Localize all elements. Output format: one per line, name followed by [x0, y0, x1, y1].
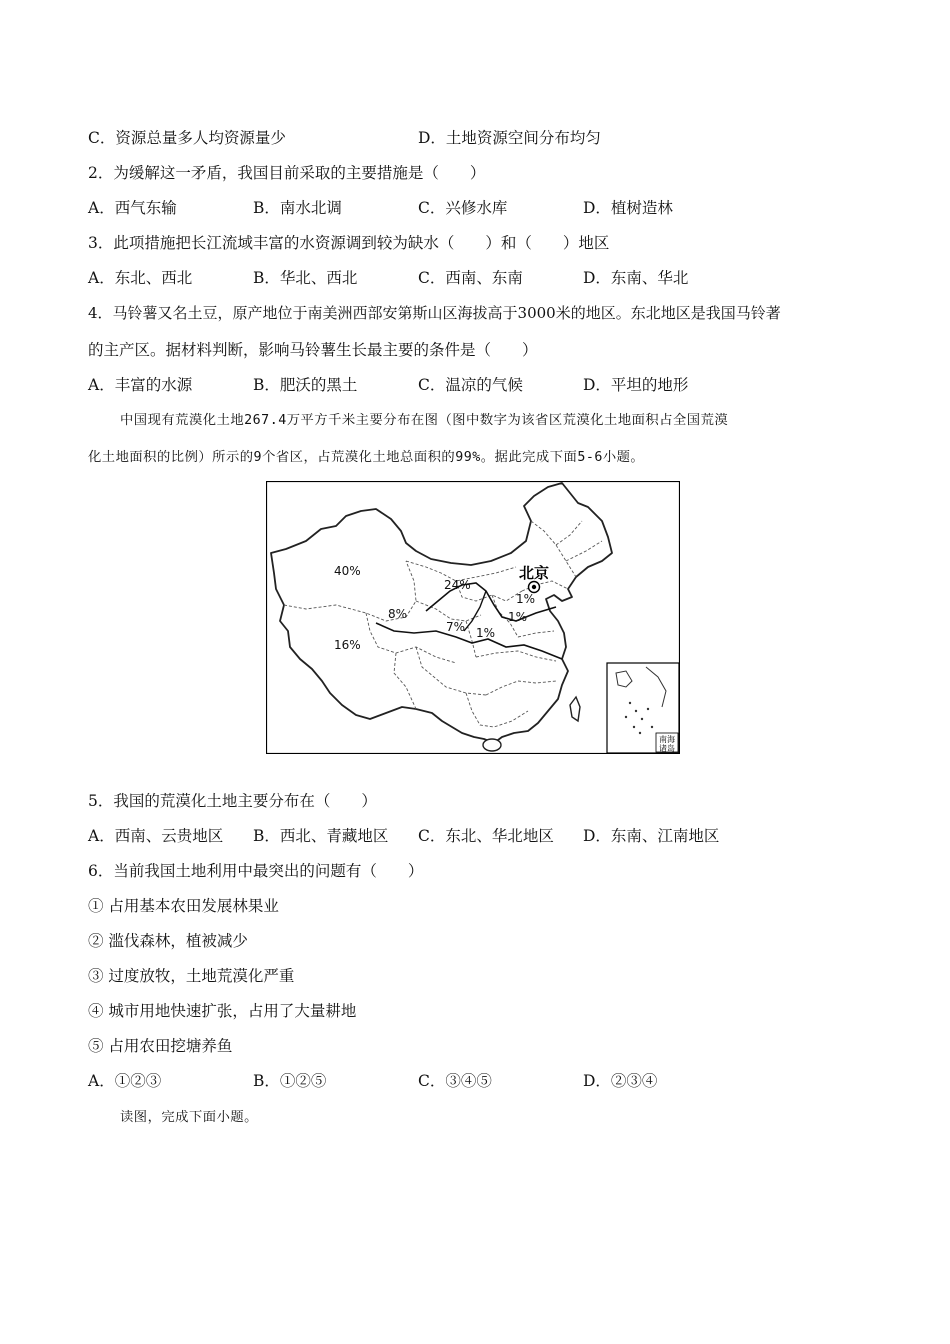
inset-label-2: 诸岛 [659, 744, 675, 753]
footer-instruction: 读图，完成下面小题。 [120, 1110, 258, 1125]
q4-option-a: A．丰富的水源 [88, 376, 193, 394]
q6-item-2: ② 滥伐森林，植被减少 [88, 932, 248, 950]
china-desertification-map [266, 481, 680, 754]
q3-stem: 3．此项措施把长江流域丰富的水资源调到较为缺水（ ）和（ ）地区 [88, 234, 610, 252]
q4-option-c: C．温凉的气候 [418, 376, 523, 394]
q6-option-c: C．③④⑤ [418, 1072, 492, 1090]
beijing-label: 北京 [518, 564, 550, 582]
pct-inner-mongolia: 24% [444, 578, 471, 592]
q6-option-b: B．①②⑤ [253, 1072, 327, 1090]
q1-option-d: D．土地资源空间分布均匀 [418, 129, 601, 147]
q5-option-d: D．东南、江南地区 [583, 827, 720, 845]
q3-option-b: B．华北、西北 [253, 269, 358, 287]
pct-minor: 1% [508, 610, 528, 624]
passage-line1: 中国现有荒漠化土地267.4万平方千米主要分布在图（图中数字为该省区荒漠化土地面积占全国荒漠 [120, 413, 729, 428]
q4-option-d: D．平坦的地形 [583, 376, 689, 394]
q3-option-d: D．东南、华北 [583, 269, 689, 287]
q4-option-b: B．肥沃的黑土 [253, 376, 358, 394]
q2-option-c: C．兴修水库 [418, 199, 508, 217]
pct-tibet-qinghai: 16% [334, 638, 361, 652]
pct-hebei: 1% [516, 592, 536, 606]
q6-item-4: ④ 城市用地快速扩张，占用了大量耕地 [88, 1002, 357, 1020]
q3-option-a: A．东北、西北 [88, 269, 193, 287]
q3-option-c: C．西南、东南 [418, 269, 523, 287]
q2-option-d: D．植树造林 [583, 199, 673, 217]
pct-xinjiang: 40% [334, 564, 361, 578]
passage-line2: 化土地面积的比例）所示的9个省区，占荒漠化土地总面积的99%。据此完成下面5-6小题。 [88, 450, 645, 465]
q6-item-5: ⑤ 占用农田挖塘养鱼 [88, 1037, 233, 1055]
pct-gansu: 8% [388, 607, 408, 621]
hainan-island-shape [483, 739, 501, 751]
q5-option-a: A．西南、云贵地区 [88, 827, 224, 845]
q6-option-d: D．②③④ [583, 1072, 658, 1090]
inset-label-1: 南海 [659, 735, 675, 744]
q4-stem-line1: 4．马铃薯又名土豆，原产地位于南美洲西部安第斯山区海拔高于3000米的地区。东北地区是我国马铃著 [88, 304, 781, 322]
q6-item-3: ③ 过度放牧，土地荒漠化严重 [88, 967, 295, 985]
q5-option-c: C．东北、华北地区 [418, 827, 554, 845]
q6-stem: 6．当前我国土地利用中最突出的问题有（ ） [88, 862, 424, 880]
q6-item-1: ① 占用基本农田发展林果业 [88, 897, 279, 915]
q2-stem: 2．为缓解这一矛盾，我国目前采取的主要措施是（ ） [88, 164, 486, 182]
q2-option-b: B．南水北调 [253, 199, 342, 217]
pct-shanxi: 1% [476, 626, 496, 640]
pct-ningxia-shaanxi: 7% [446, 620, 466, 634]
q1-option-c: C．资源总量多人均资源量少 [88, 129, 286, 147]
q4-stem-line2: 的主产区。据材料判断，影响马铃薯生长最主要的条件是（ ） [88, 341, 538, 359]
q2-option-a: A．西气东输 [88, 199, 177, 217]
q5-stem: 5．我国的荒漠化土地主要分布在（ ） [88, 792, 377, 810]
q6-option-a: A．①②③ [88, 1072, 162, 1090]
q5-option-b: B．西北、青藏地区 [253, 827, 389, 845]
